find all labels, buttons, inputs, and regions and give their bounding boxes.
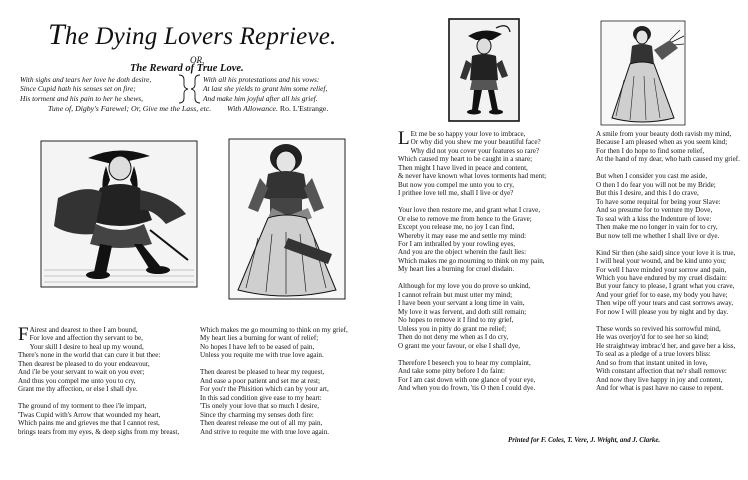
verse-line: 'Tis onely your love that so much I desire, (200, 402, 320, 411)
verse-line: To seal with a kiss the Indenture of love: (596, 214, 712, 223)
verse-line: Grant me thy affection, or else I shall dye. (18, 385, 138, 394)
intro-line: His torment and his pain to her he shews, (20, 93, 143, 103)
lady-woodcut (228, 138, 346, 300)
title-initial: T (48, 18, 65, 51)
verse-line: For well I have minded your sorrow and pain, (596, 265, 727, 274)
verse-line: To have some requital for being your Slave: (596, 197, 721, 206)
verse-line: Et me be so happy your love to imbrace, (410, 130, 526, 138)
verse-line: For I am inthralled by your rowling eyes, (398, 240, 516, 249)
verse-line: But when I consider you cast me aside, (596, 172, 708, 181)
or-text: OR, (190, 55, 205, 65)
verse-line: I will heal your wound, and be kind unto you; (596, 257, 727, 266)
verse-line: And your grief for to ease, my body you have; (596, 290, 728, 299)
verse-line: Since thy charming my senses doth fire: (200, 410, 314, 419)
verse-line: But now you compel me unto you to cry, (398, 180, 514, 189)
verse-line: Your skill I desire to heal up my wound, (29, 342, 144, 351)
intro-line: And make him joyful after all his grief. (203, 93, 318, 103)
intro-line: At last she yields to grant him some relief, (203, 84, 328, 94)
verse-line: He was overjoy'd for to see her so kind; (596, 333, 709, 342)
verse-line: Then wipe off your tears and cast sorrows away, (596, 299, 734, 308)
intro-line: With sighs and tears her love he doth desire, (20, 75, 152, 84)
stanza (398, 130, 583, 198)
verse-line: I have been your servant a long time in vain, (398, 299, 525, 308)
verse-line: 'Twas Cupid with's Arrow that wounded my heart, (18, 410, 161, 419)
allowance-line (227, 104, 328, 113)
printer-imprint: Printed for F. Coles, T. Vere, J. Wright, and J. Clarke. (508, 437, 661, 444)
verse-line: No hopes to remove it I find to my grief, (398, 316, 514, 325)
verse-line: And i'le be your servant to wait on you ever; (18, 368, 145, 377)
verse-line: No hopes I have left to be eased of pain, (200, 342, 315, 351)
ballad-subtitle: The Reward of True Love. (130, 63, 244, 74)
intro-left (20, 75, 151, 103)
verse-line: Or why did you shew me your beautiful face? (410, 138, 541, 147)
verse-line: But this I desire, and this I do crave, (596, 189, 699, 198)
intro-line: Since Cupid hath his senses set on fire; (20, 84, 136, 94)
verse-line: My love it was fervent, and doth still remain; (398, 307, 527, 316)
stanza (398, 282, 583, 350)
verse-line: Or else to remove me from hence to the Grave; (398, 214, 532, 223)
small-lady-fan-woodcut (600, 20, 686, 126)
tune-line: Tune of, Digby's Farewel; Or, Give me the Lass, etc. (48, 104, 212, 113)
verse-line: In this sad condition give ease to my heart: (200, 393, 322, 402)
intro-right (203, 75, 327, 103)
small-cavalier-woodcut (448, 18, 520, 122)
stanza (596, 130, 746, 164)
verse-line: Although for my love you do prove so unkind, (398, 282, 531, 291)
verse-line: With constant affection that ne'r shall remove: (596, 367, 727, 376)
verse-line: And so from that instant united in love, (596, 358, 708, 367)
verse-line: Whereby it may ease me and settle my mind: (398, 231, 527, 240)
stanza (596, 325, 746, 393)
verse-line: Which makes me go mourning to think on my pain, (398, 256, 545, 265)
verse-line: He straightway imbrac'd her, and gave her a kiss, (596, 341, 736, 350)
verse-line: And take some pitty before I do faint: (398, 367, 505, 376)
verse-line: A smile from your beauty doth ravish my mind, (596, 130, 732, 138)
drop-cap: L (398, 128, 410, 149)
verse-line: Unless you in pitty do grant me relief; (398, 324, 507, 333)
verse-line: But your fancy to please, I grant what you crave, (596, 282, 735, 291)
verse-line: Your love then restore me, and grant what I crave, (398, 206, 541, 215)
verse-line: For I am cast down with one glance of your eye, (398, 375, 536, 384)
verse-line: And you are the object wherein the fault lies: (398, 248, 527, 257)
verse-line: Which makes me go mourning to think on my grief, (200, 326, 348, 334)
intro-line: With all his protestations and his vows: (203, 75, 320, 84)
verse-column-1 (18, 326, 203, 445)
stanza (18, 402, 203, 436)
verse-line: To seal as a pledge of a true lovers bliss: (596, 350, 711, 359)
verse-line: My heart lies a burning for want of relief; (200, 334, 319, 343)
stanza (200, 368, 385, 436)
drop-cap: F (18, 324, 29, 345)
verse-column-2 (200, 326, 385, 445)
verse-line: Which caused my heart to be caught in a snare; (398, 155, 533, 164)
verse-line: And for what is past have no cause to repent. (596, 384, 724, 393)
verse-line: The ground of my torment to thee i'le impart, (18, 402, 147, 411)
verse-line: Unless you requite me with true love again. (200, 351, 324, 360)
verse-line: Kind Sir then (she said) since your love it is true, (596, 248, 736, 257)
stanza (398, 359, 583, 393)
verse-line: For then I do hope to find some relief, (596, 146, 705, 155)
verse-line: I prithee love tell me, shall I live or dye? (398, 189, 514, 198)
verse-line: Which you have endured by my cruel disdain: (596, 273, 727, 282)
verse-column-4 (596, 130, 746, 401)
ballad-title (48, 18, 368, 52)
verse-line: Because I am pleased when as you seem kind; (596, 138, 728, 147)
verse-column-3 (398, 130, 583, 395)
brace-icon (188, 74, 204, 104)
cavalier-man-woodcut (40, 140, 198, 288)
verse-line: At the hand of my dear, who hath caused my grief. (596, 155, 740, 164)
verse-line: Then dearest be pleased to hear my request, (200, 368, 325, 377)
verse-line: Which pains me and grieves me that I cannot rest, (18, 419, 160, 428)
verse-line: Then dearest be pleased to do your endeavour, (18, 359, 150, 368)
verse-line: Then dearest release me out of all my pain, (200, 419, 323, 428)
verse-line: Airest and dearest to thee I am bound, (29, 326, 138, 334)
verse-line: O then I do fear you will not be my Bride; (596, 180, 716, 189)
verse-line: And when you do frown, 'tis O then I could dye. (398, 384, 536, 393)
verse-line: And so presume for to venture my Dove, (596, 206, 713, 215)
verse-line: These words so revived his sorrowful mind, (596, 324, 721, 333)
verse-line: O grant me your favour, or else I shall dye, (398, 341, 521, 350)
allowance-label: With Allowance. (227, 104, 278, 113)
stanza (596, 172, 746, 240)
verse-line: And now they live happy in joy and content, (596, 375, 723, 384)
title-text: he Dying Lovers Reprieve. (64, 23, 337, 50)
stanza (18, 326, 203, 394)
verse-line: Except you release me, no joy I can find, (398, 223, 515, 232)
verse-line: I cannot refrain but must utter my mind; (398, 290, 513, 299)
verse-line: And ease a poor patient and set me at rest; (200, 376, 320, 385)
verse-line: For love and affection thy servant to be, (29, 334, 143, 343)
stanza (596, 249, 746, 317)
verse-line: But now tell me whether I shall live or dye. (596, 231, 720, 240)
stanza (200, 326, 385, 360)
verse-line: And strive to requite me with true love again. (200, 427, 330, 436)
verse-line: Then might I have lived in peace and content, (398, 163, 528, 172)
verse-line: My heart lies a burning for cruel disdain. (398, 265, 515, 274)
verse-line: For now I will please you by night and by day. (596, 307, 729, 316)
verse-line: Why did not you cover your features so rare? (410, 146, 540, 155)
verse-line: Then make me no longer in vain for to cry, (596, 223, 718, 232)
verse-line: & never have known what loves torments had ment; (398, 172, 547, 181)
verse-line: There's none in the world that can cure it but thee: (18, 351, 161, 360)
verse-line: And thus you compel me unto you to cry, (18, 376, 136, 385)
stanza (398, 206, 583, 274)
verse-line: Then do not deny me when as I do cry, (398, 333, 509, 342)
verse-line: brings tears from my eyes, & deep sighs from my breast, (18, 427, 180, 436)
licenser-name: Ro. L'Estrange. (279, 104, 329, 113)
verse-line: Therefore I beseech you to hear my complaint, (398, 358, 531, 367)
verse-line: For you'r the Phisition which can by your art, (200, 385, 329, 394)
